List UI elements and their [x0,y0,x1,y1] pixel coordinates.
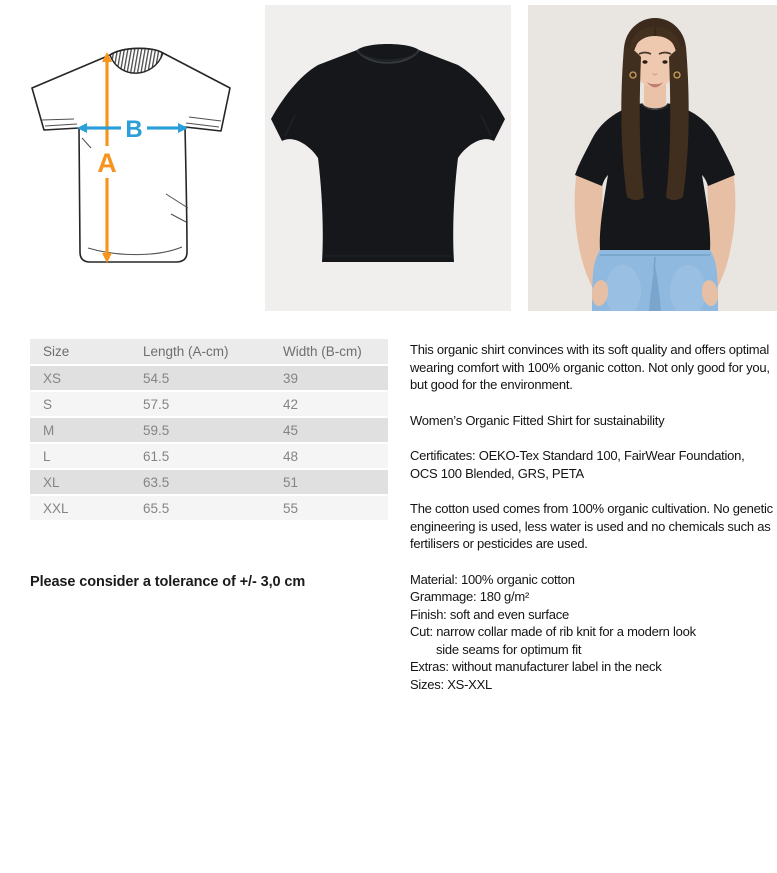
spec-sizes: Sizes: XS-XXL [410,676,493,692]
cell-width: 39 [280,365,388,391]
product-description [410,341,774,693]
cell-length: 61.5 [140,443,280,469]
table-row-xl [30,469,388,495]
cell-size: S [30,391,140,417]
spec-finish: Finish: soft and even surface [410,606,569,622]
size-table [30,339,388,522]
column-header-length: Length (A-cm) [140,339,280,365]
cell-length: 54.5 [140,365,280,391]
column-header-width: Width (B-cm) [280,339,388,365]
column-header-size: Size [30,339,140,365]
table-row-l [30,443,388,469]
label-a: A [97,148,117,178]
cell-width: 51 [280,469,388,495]
cell-size: XXL [30,495,140,521]
tshirt-measurement-diagram-icon [18,42,233,270]
description-product-name: Women’s Organic Fitted Shirt for sustainability [410,412,665,428]
spec-grammage: Grammage: 180 g/m² [410,589,530,604]
product-photo-model[interactable] [528,5,777,311]
label-b: B [125,116,143,143]
tolerance-note: Please consider a tolerance of +/- 3,0 cm [30,574,306,590]
table-row-xxl [30,495,388,521]
table-row-m [30,417,388,443]
size-diagram-image[interactable] [18,42,233,270]
cell-length: 65.5 [140,495,280,521]
description-certificates: Certificates: OEKO-Tex Standard 100, FairWear Foundation, OCS 100 Blended, GRS, PETA [410,448,745,481]
description-cotton: The cotton used comes from 100% organic cultivation. No genetic engineering is used, less water is used and no chemicals such as fertilisers or pesticides are used. [410,501,773,551]
cell-length: 59.5 [140,417,280,443]
black-tshirt-flat-icon [265,5,511,311]
table-row-xs [30,365,388,391]
cell-width: 48 [280,443,388,469]
cell-size: XL [30,469,140,495]
cell-size: L [30,443,140,469]
spec-cut: Cut: narrow collar made of rib knit for a modern look [410,624,696,639]
spec-material: Material: 100% organic cotton [410,571,575,587]
spec-extras: Extras: without manufacturer label in the neck [410,659,662,674]
spec-cut-2: side seams for optimum fit [436,641,582,657]
cell-size: M [30,417,140,443]
size-table-header-row [30,339,388,365]
cell-size: XS [30,365,140,391]
cell-length: 57.5 [140,391,280,417]
model-wearing-shirt-icon [528,5,777,311]
product-specs [410,571,774,694]
cell-width: 42 [280,391,388,417]
description-intro: This organic shirt convinces with its soft quality and offers optimal wearing comfort with 100% organic cotton. Not only good for you, but good for the environment. [410,342,770,392]
product-photo-flat[interactable] [265,5,511,311]
cell-length: 63.5 [140,469,280,495]
table-row-s [30,391,388,417]
cell-width: 45 [280,417,388,443]
cell-width: 55 [280,495,388,521]
